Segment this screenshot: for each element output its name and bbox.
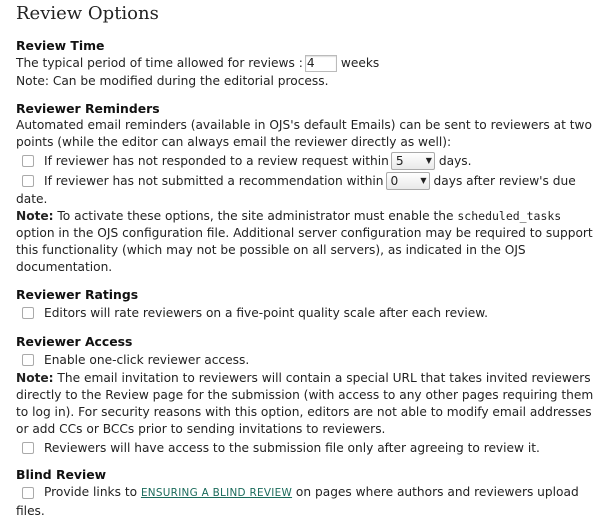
chevron-down-icon: ▼	[420, 176, 427, 185]
ratings-section	[16, 286, 595, 323]
review-weeks-unit: weeks	[340, 56, 380, 70]
access-section	[16, 333, 595, 458]
review-time-heading: Review Time	[16, 38, 105, 53]
review-weeks-input[interactable]: 4	[305, 55, 337, 72]
restrict-file-access-checkbox[interactable]	[22, 442, 34, 454]
blind-review-text-before: Provide links to	[44, 485, 141, 499]
blind-review-checkbox[interactable]	[22, 487, 34, 499]
reminders-heading: Reviewer Reminders	[16, 101, 160, 116]
ratings-row	[16, 303, 595, 323]
reminders-section	[16, 100, 595, 276]
ratings-checkbox[interactable]	[22, 307, 34, 319]
access-note	[16, 370, 595, 438]
reminder-request-checkbox[interactable]	[22, 155, 34, 167]
ratings-label: Editors will rate reviewers on a five-point quality scale after each review.	[44, 305, 488, 320]
blind-review-section	[16, 466, 595, 520]
one-click-access-label: Enable one-click reviewer access.	[44, 352, 250, 367]
access-note-text: The email invitation to reviewers will contain a special URL that takes invited reviewers directly to the Review page for the submission (with access to any other pages requiring them to log in). For security reasons with this option, editors are not able to modify email addresses or add CCs or BCCs prior to sending invitations to reviewers.	[16, 371, 594, 436]
reminder-request-label: If reviewer has not responded to a review request within	[44, 153, 389, 168]
blind-review-row	[16, 483, 595, 503]
restrict-file-access-label: Reviewers will have access to the submission file only after agreeing to review it.	[44, 440, 540, 455]
reminder-submit-checkbox[interactable]	[22, 175, 34, 187]
reminder-submit-row	[16, 171, 595, 191]
blind-review-link[interactable]: ENSURING A BLIND REVIEW	[140, 487, 293, 499]
reminders-note-label: Note:	[16, 209, 54, 223]
blind-review-wrap: files.	[16, 504, 45, 518]
reminders-intro: Automated email reminders (available in OJS's default Emails) can be sent to reviewers at two points (while the editor can always email the reviewer directly as well):	[16, 118, 592, 149]
review-time-row	[16, 54, 595, 73]
reminder-submit-wrap: date.	[16, 192, 48, 206]
chevron-down-icon: ▼	[425, 156, 432, 165]
reminder-request-row	[16, 151, 595, 171]
access-note-label: Note:	[16, 371, 54, 385]
reminder-submit-unit: days after review's due	[433, 173, 576, 188]
reminders-note-text1: To activate these options, the site administrator must enable the	[53, 209, 458, 223]
review-time-section	[16, 37, 595, 90]
review-time-note: Note: Can be modified during the editorial process.	[16, 74, 329, 88]
reminder-submit-label: If reviewer has not submitted a recommendation within	[44, 173, 384, 188]
one-click-access-row	[16, 350, 595, 370]
blind-review-text-after: on pages where authors and reviewers upload	[292, 485, 579, 499]
page-title: Review Options	[16, 3, 159, 24]
access-heading: Reviewer Access	[16, 334, 133, 349]
one-click-access-checkbox[interactable]	[22, 354, 34, 366]
reminder-request-days-select[interactable]	[391, 152, 435, 170]
restrict-file-access-row	[16, 438, 595, 458]
reminder-submit-days-select[interactable]	[386, 172, 430, 190]
reminder-request-days-value: 5	[395, 154, 404, 168]
reminders-note	[16, 208, 595, 276]
reminders-note-text2: option in the OJS configuration file. Additional server configuration may be required to support this functionality (which may not be possible on all servers), as indicated in the OJS documentation.	[16, 226, 593, 274]
reminder-submit-days-value: 0	[390, 174, 399, 188]
reminder-request-unit: days.	[438, 153, 472, 168]
blind-review-heading: Blind Review	[16, 467, 107, 482]
review-time-label: The typical period of time allowed for reviews :	[16, 56, 303, 70]
blind-review-label	[44, 484, 579, 502]
reminders-note-code: scheduled_tasks	[457, 209, 562, 223]
ratings-heading: Reviewer Ratings	[16, 287, 139, 302]
